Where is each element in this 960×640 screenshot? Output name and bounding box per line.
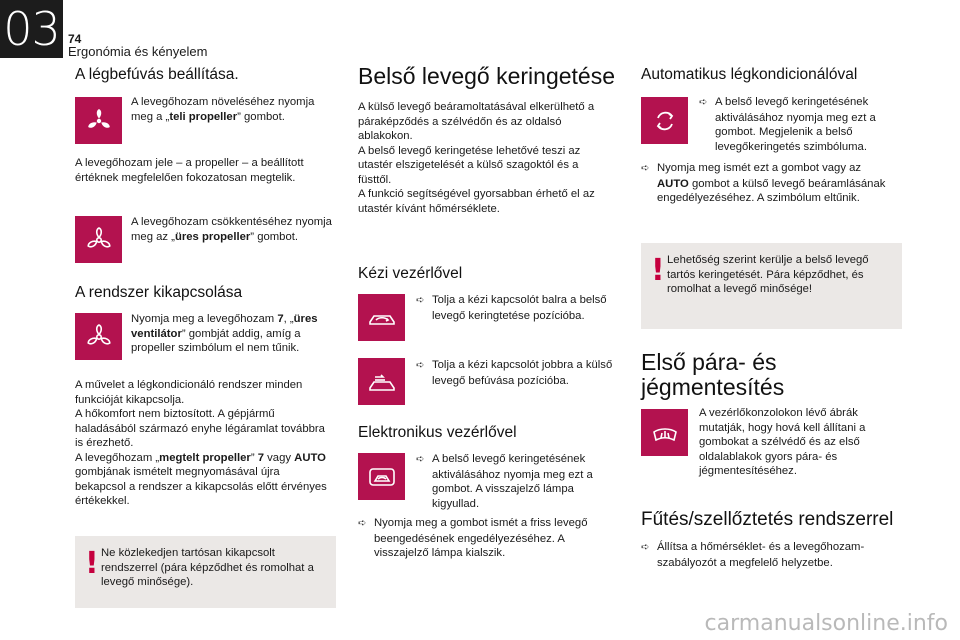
page-number: 74 [68,32,82,46]
warning-icon: ! [85,546,99,581]
list-item-auto-deactivate: ➪ Nyomja meg ismét ezt a gombot vagy az AUTO gombot a külső levegő beáramlásának engedélyezéséhez. A szimbólum eltűnik. [641,162,886,204]
list-item-electronic-activate: ➪ A belső levegő keringetésének aktiválásához nyomja meg ezt a gombot. A visszajelző lámpa kigyullad. [416,453,593,510]
list-item-manual-left: ➪ Tolja a kézi kapcsolót balra a belső levegő keringtetése pozícióba. [416,294,607,322]
section-title-recirculation: Belső levegő keringetése [358,63,615,89]
recirculation-car-icon [358,294,405,341]
chapter-title: Ergonómia és kényelem [68,44,208,59]
windscreen-defrost-icon [641,409,688,456]
list-item-electronic-deactivate: ➪ Nyomja meg a gombot ismét a friss levegő beengedésének engedélyezéséhez. A visszajelző lámpa kialszik. [358,517,588,559]
recirculation-button-icon [358,453,405,500]
fan-off-icon [75,313,122,360]
text-airflow-indicator: A levegőhozam jele – a propeller – a beállított értéknek megfelelően fokozatosan megtelik. [75,157,304,184]
chapter-number: 03 [0,0,63,58]
list-item-manual-right: ➪ Tolja a kézi kapcsolót jobbra a külső levegő befúvása pozícióba. [416,359,613,387]
fan-full-icon [75,97,122,144]
text-increase-airflow: A levegőhozam növeléséhez nyomja meg a „teli propeller” gombot. [131,96,315,123]
text-defrost: A vezérlőkonzolokon lévő ábrák mutatják, hogy hová kell állítani a gombokat a szélvédő és az első oldalablakok gyors pára- és jégmentesítéséhez. [699,407,866,477]
section-title-manual: Kézi vezérlővel [358,265,463,282]
fan-empty-icon [75,216,122,263]
watermark: carmanualsonline.info [704,611,948,636]
warning-box-recirculation: ! Lehetőség szerint kerülje a belső levegő tartós keringetését. Pára képződhet, és romolhat a levegő minősége! [641,243,902,329]
section-title-air-flow: A légbefúvás beállítása. [75,66,239,83]
warning-icon: ! [651,253,665,288]
text-press-fan-button: Nyomja meg a levegőhozam 7, „üres ventilátor” gombját addig, amíg a propeller szimbólum el nem tűnik. [131,313,318,354]
section-title-automatic: Automatikus légkondicionálóval [641,66,858,83]
list-item-heating: ➪ Állítsa a hőmérséklet- és a levegőhozam-szabályozót a megfelelő helyzetbe. [641,541,865,569]
text-decrease-airflow: A levegőhozam csökkentéséhez nyomja meg az „üres propeller” gombot. [131,216,332,243]
warning-box-system-off: ! Ne közlekedjen tartósan kikapcsolt rendszerrel (pára képződhet és romolhat a levegő minősége). [75,536,336,608]
section-title-defrost: Első pára- és jégmentesítés [641,349,785,401]
recirculation-arrows-icon [641,97,688,144]
list-item-auto-activate: ➪ A belső levegő keringetésének aktiválásához nyomja meg ezt a gombot. Megjelenik a belső levegőkeringetés szimbóluma. [699,96,876,153]
section-title-electronic: Elektronikus vezérlővel [358,424,517,441]
section-title-system-off: A rendszer kikapcsolása [75,284,243,301]
text-recirculation-intro: A külső levegő beáramoltatásával elkerülhető a páraképződés a szélvédőn és az oldalsó ablakokon. A belső levegő keringetése lehetővé teszi az utastér elszigetelését a külső szagoktól és a füsttől. A funkció segítségével gyorsabban érhető el az utastér kívánt hőmérséklete. [358,101,595,215]
fresh-air-car-icon [358,358,405,405]
text-system-off-details: A művelet a légkondicionáló rendszer minden funkcióját kikapcsolja. A hőkomfort nem biztosított. A gépjármű haladásából származó enyhe légáramlat továbbra is érezhető. A levegőhozam „megtelt propeller” 7 vagy AUTO gombjának ismételt megnyomásával újra bekapcsol a rendszer a kikapcsolás előtt érvényes értékekkel. [75,379,327,507]
section-title-heating: Fűtés/szellőztetés rendszerrel [641,509,894,530]
